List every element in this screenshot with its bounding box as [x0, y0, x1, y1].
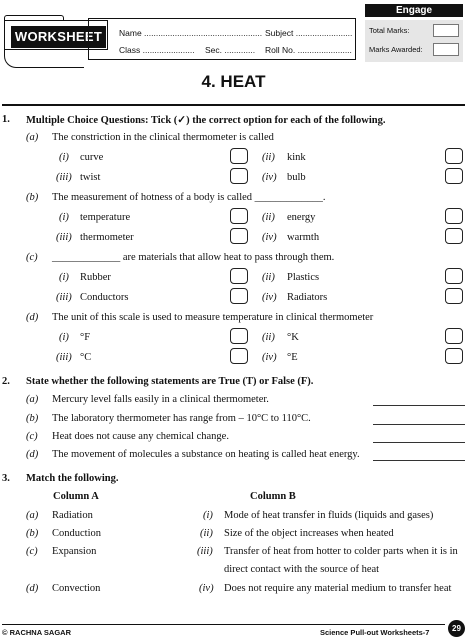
- q3ii-text: Size of the object increases when heated: [224, 528, 394, 539]
- q1a-opt3-checkbox[interactable]: [230, 168, 248, 184]
- q3b-text: Conduction: [52, 528, 101, 539]
- q1c-opt2-checkbox[interactable]: [445, 268, 463, 284]
- q1d-opt1-label: (i): [59, 332, 69, 343]
- q1d-opt2-checkbox[interactable]: [445, 328, 463, 344]
- student-info-box: [88, 18, 356, 60]
- q1-number: 1.: [2, 114, 10, 125]
- q1b-opt3-checkbox[interactable]: [230, 228, 248, 244]
- q1b-opt2-text: energy: [287, 212, 316, 223]
- q1b-opt3-label: (iii): [56, 232, 72, 243]
- q3-instruction: Match the following.: [26, 473, 119, 484]
- class-field[interactable]: Class ......................: [119, 45, 195, 55]
- q2c-label: (c): [26, 431, 38, 442]
- q1b-opt2-checkbox[interactable]: [445, 208, 463, 224]
- q1b-opt1-checkbox[interactable]: [230, 208, 248, 224]
- title-divider: [2, 104, 465, 106]
- q1c-text: _____________ are materials that allow heat to pass through them.: [52, 252, 335, 263]
- q1c-opt2-text: Plastics: [287, 272, 320, 283]
- column-b-heading: Column B: [250, 491, 296, 502]
- q3iii-label: (iii): [197, 546, 213, 557]
- q2a-text: Mercury level falls easily in a clinical thermometer.: [52, 394, 269, 405]
- q2c-answer-line[interactable]: [373, 442, 465, 443]
- q1b-opt1-text: temperature: [80, 212, 131, 223]
- q1a-text: The constriction in the clinical thermometer is called: [52, 132, 274, 143]
- total-marks-label: Total Marks:: [369, 26, 410, 35]
- engage-badge: Engage: [365, 4, 463, 17]
- marks-awarded-field[interactable]: [433, 43, 459, 56]
- q1c-opt4-label: (iv): [262, 292, 277, 303]
- worksheet-badge-curl: [4, 48, 84, 68]
- q1d-label: (d): [26, 312, 39, 323]
- q1a-opt2-text: kink: [287, 152, 306, 163]
- q1-instruction: Multiple Choice Questions: Tick (✓) the correct option for each of the following.: [26, 115, 386, 126]
- series-title: Science Pull-out Worksheets-7: [320, 628, 430, 637]
- q3i-text: Mode of heat transfer in fluids (liquids and gases): [224, 510, 434, 521]
- q3c-label: (c): [26, 546, 38, 557]
- q1d-opt2-label: (ii): [262, 332, 275, 343]
- q1a-opt1-text: curve: [80, 152, 104, 163]
- q2d-label: (d): [26, 449, 39, 460]
- q1d-opt4-label: (iv): [262, 352, 277, 363]
- q2b-label: (b): [26, 413, 39, 424]
- q1a-opt3-text: twist: [80, 172, 101, 183]
- q1d-opt3-text: °C: [80, 352, 92, 363]
- q2-instruction: State whether the following statements are True (T) or False (F).: [26, 376, 314, 387]
- name-field[interactable]: Name ..................................................: [119, 28, 263, 38]
- marks-awarded-label: Marks Awarded:: [369, 45, 423, 54]
- q1c-opt1-checkbox[interactable]: [230, 268, 248, 284]
- q2a-label: (a): [26, 394, 39, 405]
- q2b-text: The laboratory thermometer has range from – 10°C to 110°C.: [52, 413, 311, 424]
- q1c-opt3-label: (iii): [56, 292, 72, 303]
- q1a-opt1-label: (i): [59, 152, 69, 163]
- q1c-opt1-text: Rubber: [80, 272, 111, 283]
- q1c-opt1-label: (i): [59, 272, 69, 283]
- q3-number: 3.: [2, 473, 10, 484]
- q1c-opt3-text: Conductors: [80, 292, 129, 303]
- q2d-text: The movement of molecules a substance on heating is called heat energy.: [52, 449, 360, 460]
- total-marks-field[interactable]: [433, 24, 459, 37]
- q1c-opt2-label: (ii): [262, 272, 275, 283]
- footer-divider: [2, 624, 445, 625]
- q1c-label: (c): [26, 252, 38, 263]
- q1d-opt3-label: (iii): [56, 352, 72, 363]
- q1a-opt4-text: bulb: [287, 172, 306, 183]
- column-a-heading: Column A: [53, 491, 99, 502]
- q1a-opt2-label: (ii): [262, 152, 275, 163]
- q1a-label: (a): [26, 132, 39, 143]
- q1b-opt4-label: (iv): [262, 232, 277, 243]
- roll-number-field[interactable]: Roll No. .......................: [265, 45, 352, 55]
- q1d-text: The unit of this scale is used to measure temperature in clinical thermometer: [52, 312, 374, 323]
- q1d-opt2-text: °K: [287, 332, 299, 343]
- q1a-opt4-checkbox[interactable]: [445, 168, 463, 184]
- q1a-opt3-label: (iii): [56, 172, 72, 183]
- q1d-opt1-checkbox[interactable]: [230, 328, 248, 344]
- worksheet-label: WORKSHEET 1: [11, 26, 106, 48]
- q1b-text: The measurement of hotness of a body is called _____________.: [52, 192, 326, 203]
- q1d-opt1-text: °F: [80, 332, 91, 343]
- q1c-opt4-text: Radiators: [287, 292, 328, 303]
- q1b-opt4-checkbox[interactable]: [445, 228, 463, 244]
- section-field[interactable]: Sec. .............: [205, 45, 256, 55]
- q2a-answer-line[interactable]: [373, 405, 465, 406]
- marks-box: [365, 20, 463, 62]
- q3ii-label: (ii): [200, 528, 213, 539]
- q3iii-text: Transfer of heat from hotter to colder parts when it is in: [224, 546, 458, 557]
- q2b-answer-line[interactable]: [373, 424, 465, 425]
- q1c-opt4-checkbox[interactable]: [445, 288, 463, 304]
- q1a-opt4-label: (iv): [262, 172, 277, 183]
- page-number: 29: [448, 620, 465, 637]
- q3a-text: Radiation: [52, 510, 93, 521]
- q1b-opt3-text: thermometer: [80, 232, 134, 243]
- q3b-label: (b): [26, 528, 39, 539]
- q3iv-text: Does not require any material medium to transfer heat: [224, 583, 452, 594]
- q3i-label: (i): [203, 510, 213, 521]
- q2c-text: Heat does not cause any chemical change.: [52, 431, 229, 442]
- q1a-opt2-checkbox[interactable]: [445, 148, 463, 164]
- q1d-opt4-checkbox[interactable]: [445, 348, 463, 364]
- q2d-answer-line[interactable]: [373, 460, 465, 461]
- q1b-opt1-label: (i): [59, 212, 69, 223]
- q3iv-label: (iv): [199, 583, 214, 594]
- q3d-text: Convection: [52, 583, 101, 594]
- q1b-label: (b): [26, 192, 39, 203]
- page-title: 4. HEAT: [201, 72, 266, 91]
- q1c-opt3-checkbox[interactable]: [230, 288, 248, 304]
- q3c-text: Expansion: [52, 546, 97, 557]
- publisher-logo: © RACHNA SAGAR: [2, 628, 71, 637]
- q1d-opt3-checkbox[interactable]: [230, 348, 248, 364]
- q1b-opt4-text: warmth: [287, 232, 320, 243]
- q3a-label: (a): [26, 510, 39, 521]
- q1d-opt4-text: °E: [287, 352, 298, 363]
- q2-number: 2.: [2, 376, 10, 387]
- q1a-opt1-checkbox[interactable]: [230, 148, 248, 164]
- subject-field[interactable]: Subject ........................: [265, 28, 353, 38]
- q3iii-text-line2: direct contact with the source of heat: [224, 564, 380, 575]
- q3d-label: (d): [26, 583, 39, 594]
- q1b-opt2-label: (ii): [262, 212, 275, 223]
